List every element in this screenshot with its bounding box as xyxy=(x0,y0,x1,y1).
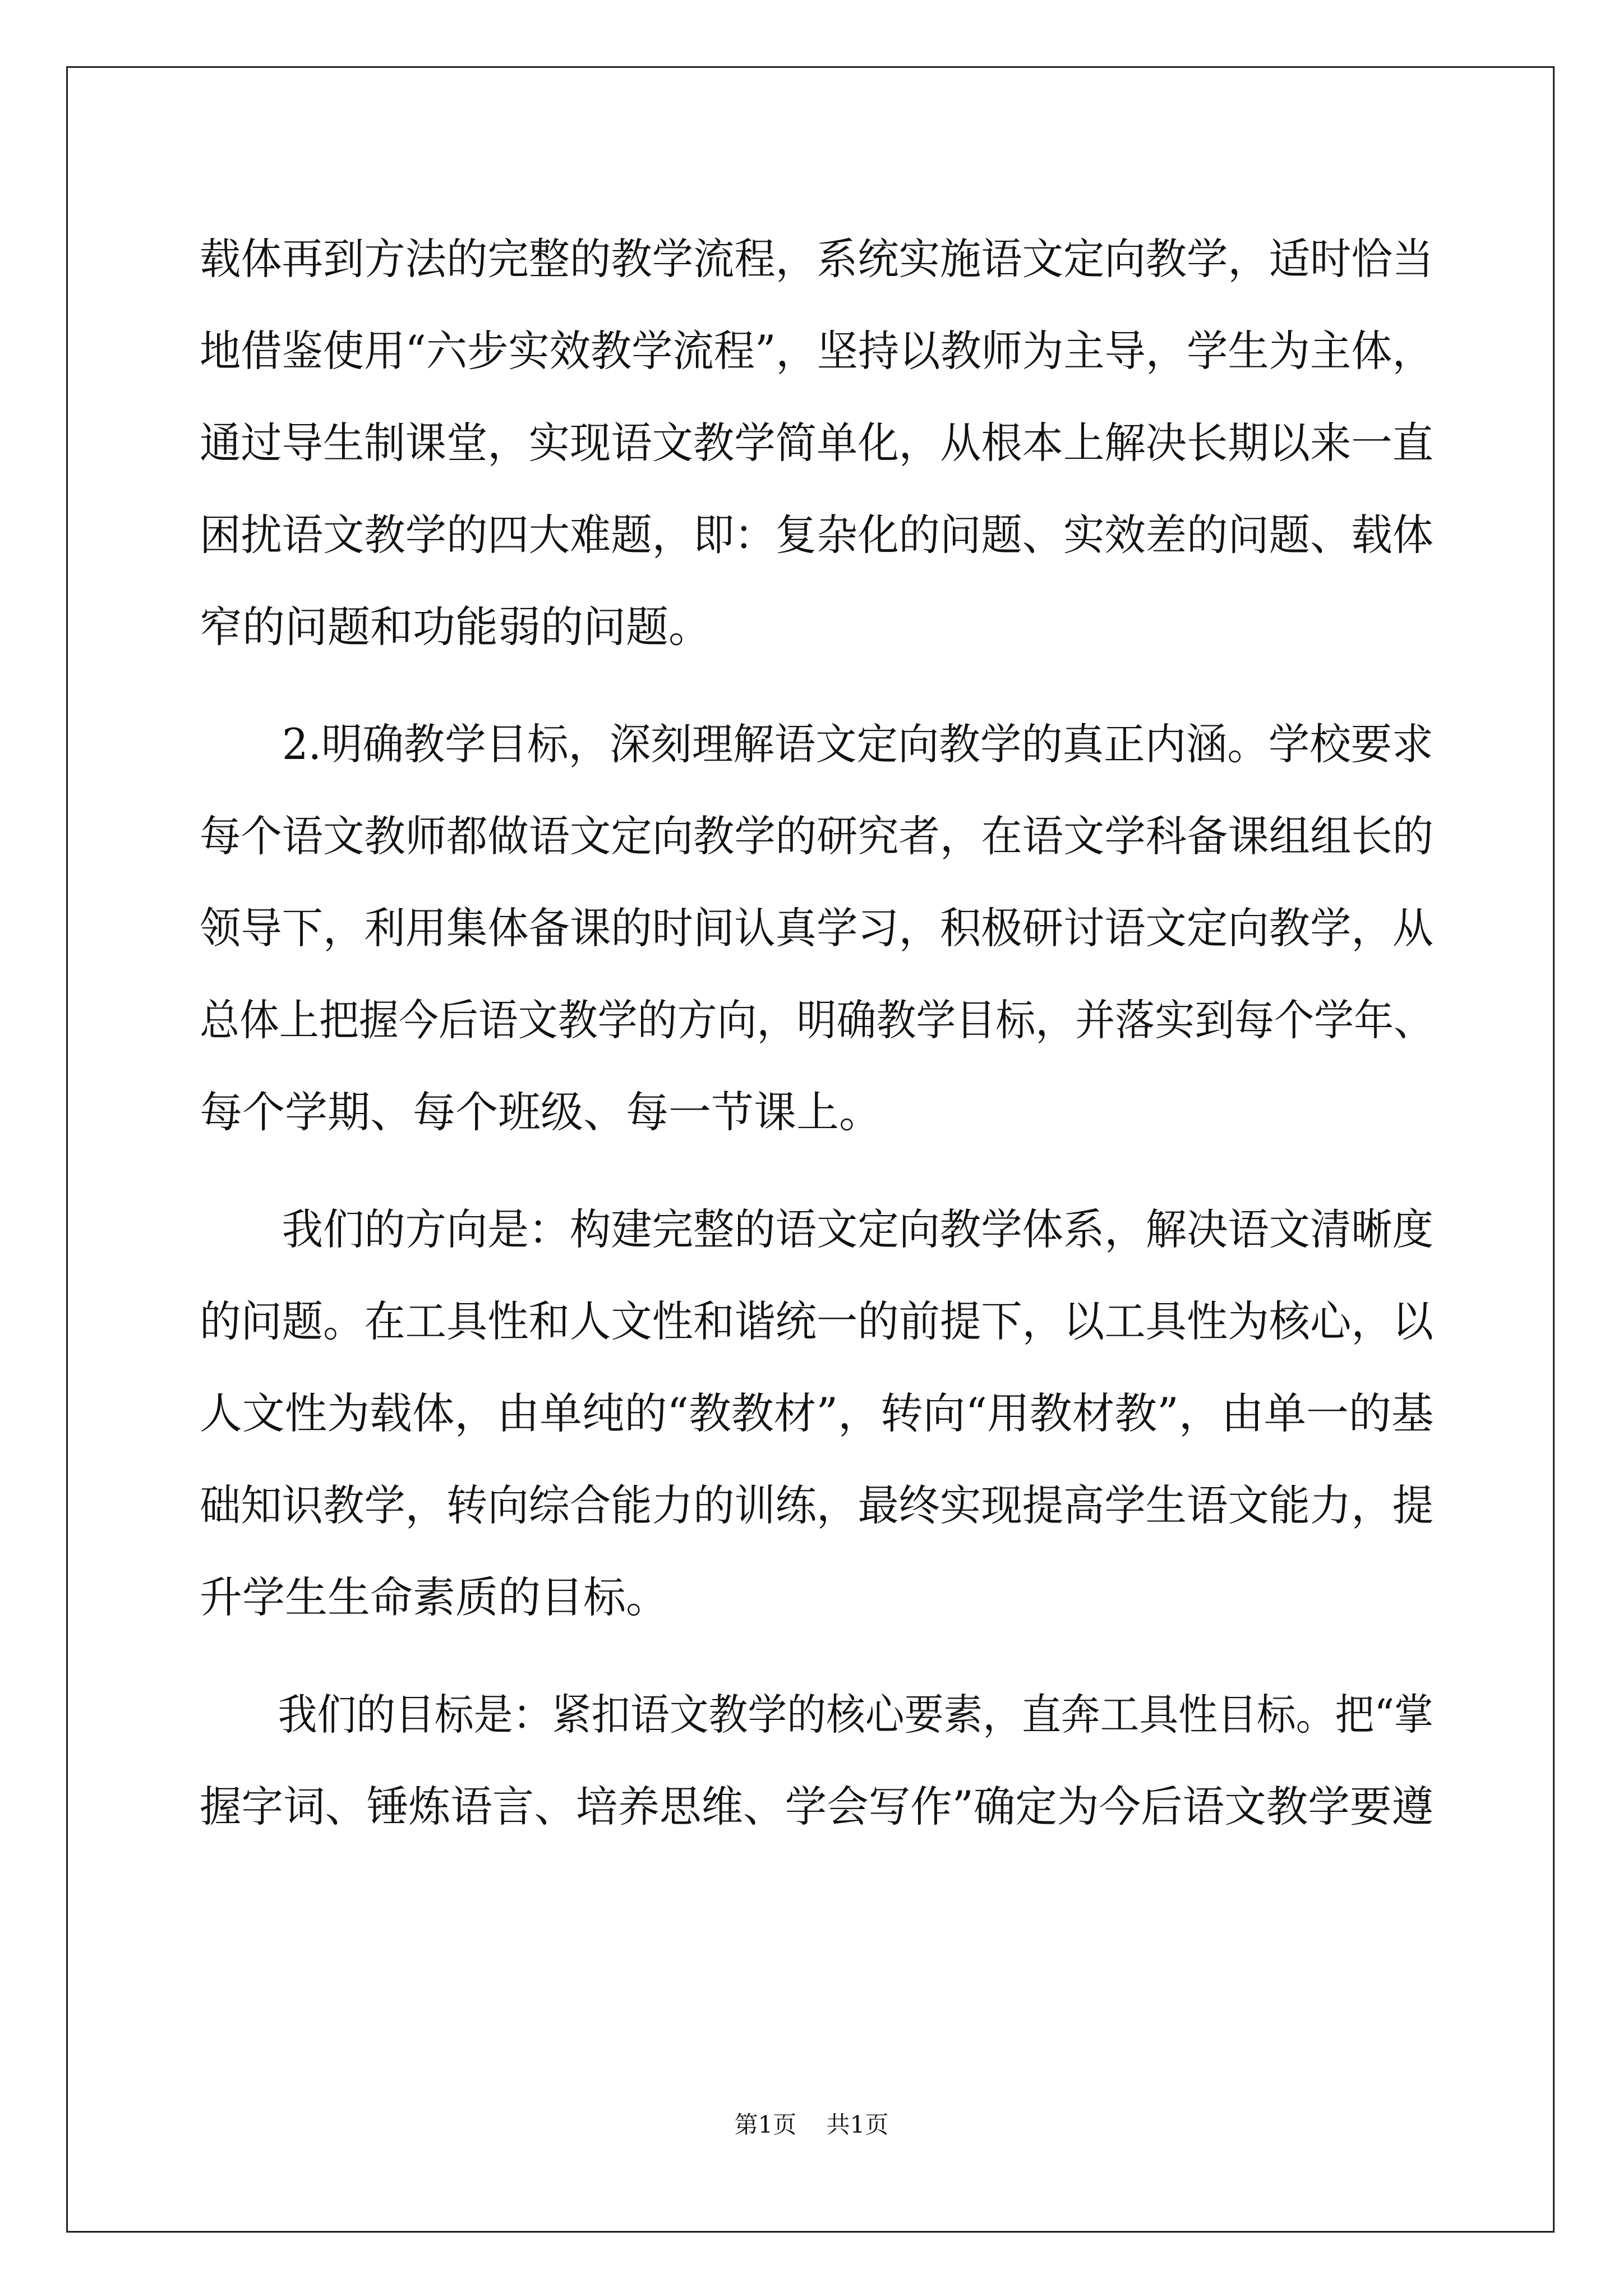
paragraph xyxy=(200,1669,1433,1853)
text-line: 升学生生命素质的目标。 xyxy=(200,1572,668,1622)
paragraph-gap xyxy=(200,1158,1433,1184)
page-number: 第1页 xyxy=(734,2111,797,2138)
text-line: 领导下，利用集体备课的时间认真学习，积极研讨语文定向教学，从 xyxy=(200,903,1433,953)
text-line: 我们的方向是：构建完整的语文定向教学体系，解决语文清晰度 xyxy=(282,1204,1433,1254)
text-line: 础知识教学，转向综合能力的训练，最终实现提高学生语文能力，提 xyxy=(200,1480,1433,1530)
text-line: 握字词、锤炼语言、培养思维、学会写作”确定为今后语文教学要遵 xyxy=(200,1782,1433,1832)
text-line: 窄的问题和功能弱的问题。 xyxy=(200,602,711,652)
paragraph xyxy=(200,1184,1433,1644)
text-line: 每个学期、每个班级、每一节课上。 xyxy=(200,1087,882,1137)
text-line: 每个语文教师都做语文定向教学的研究者，在语文学科备课组组长的 xyxy=(200,811,1433,861)
paragraph-gap xyxy=(200,1644,1433,1669)
text-line: 我们的目标是：紧扣语文教学的核心要素，直奔工具性目标。把“掌 xyxy=(278,1690,1433,1740)
page-footer xyxy=(0,2108,1623,2142)
text-line: 地借鉴使用“六步实效教学流程”，坚持以教师为主导，学生为主体， xyxy=(200,326,1433,376)
paragraph xyxy=(200,698,1433,1158)
page-total: 共1页 xyxy=(826,2111,889,2138)
text-line: 人文性为载体，由单纯的“教教材”，转向“用教材教”，由单一的基 xyxy=(200,1388,1434,1438)
text-line: 困扰语文教学的四大难题，即：复杂化的问题、实效差的问题、载体 xyxy=(200,510,1433,560)
document-body xyxy=(200,213,1433,1853)
paragraph xyxy=(200,213,1433,673)
text-line: 2.明确教学目标，深刻理解语文定向教学的真正内涵。学校要求 xyxy=(282,719,1433,769)
text-line: 总体上把握今后语文教学的方向，明确教学目标，并落实到每个学年、 xyxy=(200,995,1433,1045)
text-line: 的问题。在工具性和人文性和谐统一的前提下，以工具性为核心，以 xyxy=(200,1296,1433,1346)
text-line: 载体再到方法的完整的教学流程，系统实施语文定向教学，适时恰当 xyxy=(200,234,1433,284)
text-line: 通过导生制课堂，实现语文教学简单化，从根本上解决长期以来一直 xyxy=(200,418,1433,468)
paragraph-gap xyxy=(200,673,1433,698)
